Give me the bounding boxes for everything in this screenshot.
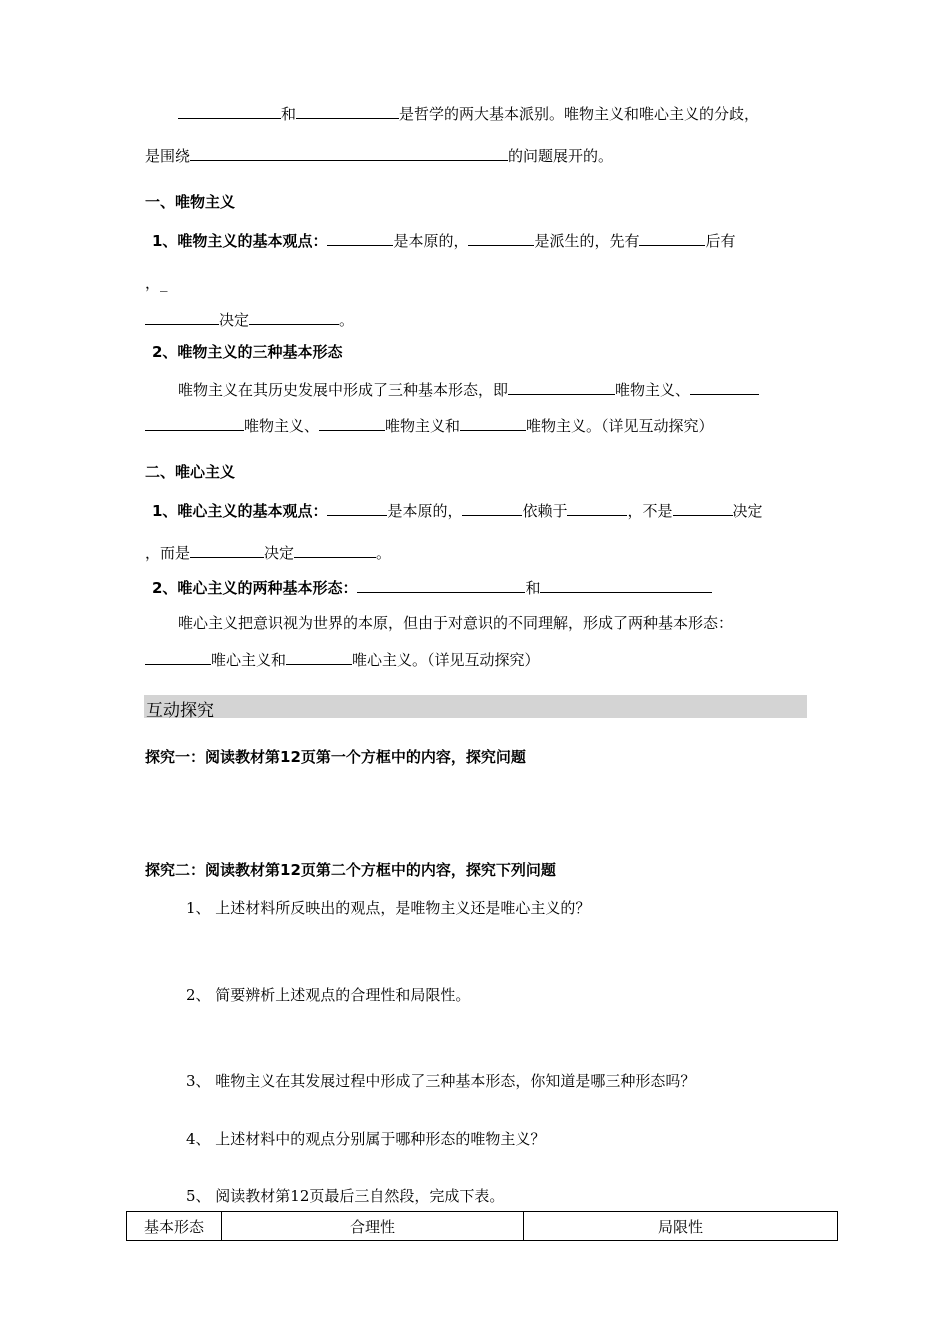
fill-blank[interactable] (540, 577, 712, 593)
fill-blank[interactable] (319, 415, 385, 431)
fill-blank[interactable] (178, 103, 281, 119)
item-label: 1、唯物主义的基本观点： (152, 232, 328, 250)
fill-blank[interactable] (357, 577, 525, 593)
materialism-forms-line-2 (145, 415, 714, 436)
text: 后有 (705, 232, 736, 250)
section-header-title: 互动探究 (146, 701, 214, 721)
table-header-cell: 局限性 (524, 1212, 838, 1241)
text: ，而是 (145, 544, 191, 562)
fill-blank[interactable] (327, 500, 387, 516)
fill-blank[interactable] (249, 309, 339, 325)
text: 唯心主义。（详见互动探究） (352, 651, 540, 669)
idealism-line-cont (145, 542, 391, 563)
fill-blank[interactable] (145, 415, 244, 431)
materialism-basic-view (152, 230, 736, 251)
text: 是本原的， (393, 232, 469, 250)
text: 唯物主义和 (385, 417, 461, 435)
question-3: 3、 唯物主义在其发展过程中形成了三种基本形态，你知道是哪三种形态吗？ (186, 1072, 696, 1090)
text: 是围绕 (145, 147, 191, 165)
fill-blank[interactable] (327, 230, 393, 246)
fill-blank[interactable] (145, 649, 211, 665)
intro-line-1 (178, 103, 759, 124)
text: 唯物主义、 (244, 417, 320, 435)
fill-blank[interactable] (690, 379, 759, 395)
fill-blank[interactable] (462, 500, 522, 516)
fill-blank[interactable] (296, 103, 399, 119)
item-label: 1、唯心主义的基本观点： (152, 502, 328, 520)
materialism-forms-label: 2、唯物主义的三种基本形态 (152, 343, 343, 361)
section-header-bar (144, 695, 807, 721)
text: 和 (525, 579, 541, 597)
question-5: 5、 阅读教材第12页最后三自然段，完成下表。 (186, 1187, 505, 1205)
text: 和 (281, 105, 297, 123)
idealism-paragraph: 唯心主义把意识视为世界的本原，但由于对意识的不同理解，形成了两种基本形态： (178, 614, 734, 632)
question-4: 4、 上述材料中的观点分别属于哪种形态的唯物主义？ (186, 1130, 546, 1148)
fill-blank[interactable] (567, 500, 627, 516)
fill-blank[interactable] (673, 500, 733, 516)
item-label: 2、唯心主义的两种基本形态： (152, 579, 358, 597)
materialism-line-cont-2 (145, 309, 354, 330)
text: 的问题展开的。 (508, 147, 614, 165)
fill-blank[interactable] (508, 379, 615, 395)
text: 依赖于 (522, 502, 568, 520)
forms-table (126, 1211, 838, 1241)
fill-blank[interactable] (468, 230, 534, 246)
text: 决定 (732, 502, 763, 520)
fill-blank[interactable] (145, 309, 219, 325)
fill-blank[interactable] (460, 415, 526, 431)
inquiry-1: 探究一：阅读教材第12页第一个方框中的内容，探究问题 (145, 748, 526, 766)
text: 是派生的，先有 (534, 232, 640, 250)
materialism-forms-line-1 (178, 379, 759, 400)
text: 唯心主义和 (211, 651, 287, 669)
text: 。 (376, 544, 392, 562)
table-header-cell: 基本形态 (127, 1212, 222, 1241)
text: 是本原的， (387, 502, 463, 520)
fill-blank[interactable] (294, 542, 376, 558)
section-title-idealism: 二、唯心主义 (145, 463, 236, 481)
materialism-line-cont: ，_ (145, 274, 168, 292)
fill-blank[interactable] (286, 649, 352, 665)
question-1: 1、 上述材料所反映出的观点，是唯物主义还是唯心主义的？ (186, 899, 591, 917)
section-title-materialism: 一、唯物主义 (145, 193, 236, 211)
text: 唯物主义。（详见互动探究） (526, 417, 714, 435)
idealism-paragraph-2 (145, 649, 540, 670)
text: 是哲学的两大基本派别。唯物主义和唯心主义的分歧， (399, 105, 760, 123)
text: 决定 (264, 544, 295, 562)
question-2: 2、 简要辨析上述观点的合理性和局限性。 (186, 986, 471, 1004)
fill-blank[interactable] (190, 145, 508, 161)
intro-line-2 (145, 145, 613, 166)
table-header-cell: 合理性 (222, 1212, 524, 1241)
idealism-basic-view (152, 500, 763, 521)
fill-blank[interactable] (639, 230, 705, 246)
text: 唯物主义在其历史发展中形成了三种基本形态，即 (178, 381, 509, 399)
table-header-row (127, 1212, 838, 1241)
fill-blank[interactable] (190, 542, 264, 558)
idealism-forms (152, 577, 712, 598)
text: 。 (339, 311, 355, 329)
inquiry-2: 探究二：阅读教材第12页第二个方框中的内容，探究下列问题 (145, 861, 556, 879)
text: ，不是 (627, 502, 673, 520)
text: 唯物主义、 (615, 381, 691, 399)
text: 决定 (219, 311, 250, 329)
